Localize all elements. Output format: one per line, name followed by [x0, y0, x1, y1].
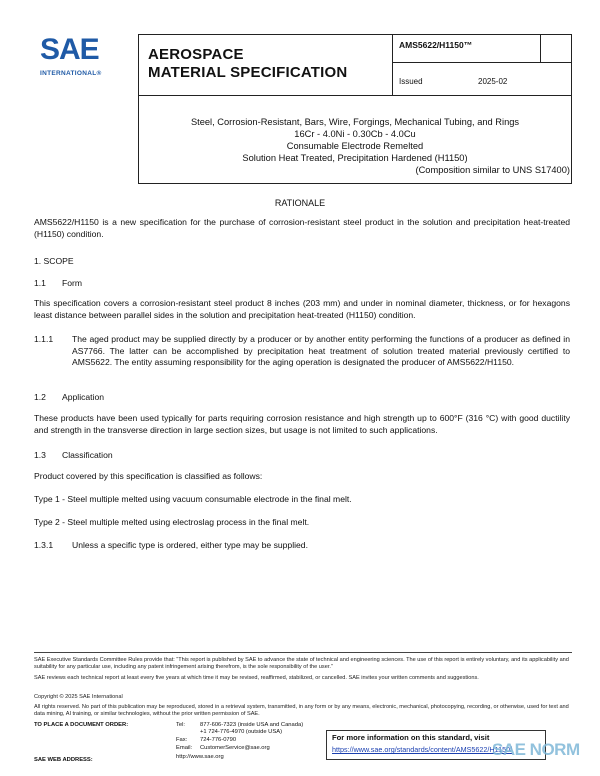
watermark: SAE NORM [492, 740, 580, 759]
paragraph: Product covered by this specification is classified as follows: [34, 471, 263, 481]
paragraph: This specification covers a corrosion-resistant steel product 8 inches (203 mm) and under in nominal diameter, thickness, or for hexagons least distance between parallel sides in the solution and precipitation heat-treated (H1150) condition. [34, 298, 570, 320]
rationale-text: AMS5622/H1150 is a new specification for the purchase of corrosion-resistant steel product in the solution and precipitation heat-treated (H1150) condition. [34, 217, 570, 239]
sae-logo: SAE [40, 33, 99, 66]
issued-date: 2025-02 [478, 77, 508, 86]
section-number: 1.1 [34, 278, 46, 288]
paragraph: Type 1 - Steel multiple melted using vacuum consumable electrode in the final melt. [34, 494, 352, 504]
footer-rights-text: All rights reserved. No part of this publication may be reproduced, stored in a retrieval system, transmitted, in any form or by any means, electronic, mechanical, photocopying, recording, or otherwise, used for text and data mining, AI training, or similar technologies, without the prior written permission of SAE. [34, 704, 569, 717]
footer-copyright: Copyright © 2025 SAE International [34, 694, 123, 700]
tel-label: Tel: [176, 722, 186, 728]
section-heading: 1. SCOPE [34, 256, 74, 266]
tel-number: +1 724-776-4970 (outside USA) [200, 729, 283, 735]
section-number: 1.3.1 [34, 540, 54, 550]
section-number: 1.3 [34, 450, 46, 460]
title-line: Consumable Electrode Remelted [286, 141, 424, 151]
header-divider [540, 34, 541, 62]
rationale-heading: RATIONALE [274, 198, 326, 208]
web-address-link[interactable]: http://www.sae.org [176, 754, 224, 760]
section-number: 1.1.1 [34, 334, 54, 344]
fax-number: 724-776-0790 [200, 737, 237, 743]
title-line: Solution Heat Treated, Precipitation Hardened (H1150) [242, 153, 468, 163]
fax-label: Fax: [176, 737, 188, 743]
footer-review-text: SAE reviews each technical report at least every five years at which time it may be revised, reaffirmed, stabilized, or cancelled. SAE invites your written comments and suggestions. [34, 675, 479, 681]
standard-link[interactable]: https://www.sae.org/standards/content/AMS5622/H1150/ [332, 745, 513, 754]
section-title: Application [62, 392, 105, 402]
title-line: (Composition similar to UNS S17400) [415, 165, 570, 175]
header-divider [392, 62, 572, 63]
paragraph: Unless a specific type is ordered, either type may be supplied. [72, 540, 308, 550]
order-label: TO PLACE A DOCUMENT ORDER: [34, 722, 129, 728]
section-title: Classification [62, 450, 113, 460]
document-number: AMS5622/H1150™ [399, 40, 473, 50]
title-line-2: MATERIAL SPECIFICATION [148, 64, 348, 81]
paragraph: The aged product may be supplied directly by a producer or by another entity performing the functions of a producer as defined in AS7766. The latter can be accomplished by precipitation heat treatment of solution treated material previously certified to AMS5622. The entity assuming responsibility for the aging operation is designated the producer of AMS5622/H1150. [72, 334, 570, 367]
footer-rule [34, 652, 572, 653]
title-line-1: AEROSPACE [148, 46, 244, 63]
issued-label: Issued [399, 77, 423, 86]
document-type-title [148, 46, 347, 82]
tel-number: 877-606-7323 (inside USA and Canada) [200, 722, 304, 728]
web-label: SAE WEB ADDRESS: [34, 757, 93, 763]
header-divider [392, 34, 393, 96]
title-line: 16Cr - 4.0Ni - 0.30Cb - 4.0Cu [294, 129, 416, 139]
footer-rules-text: SAE Executive Standards Committee Rules provide that: “This report is published by SAE to advance the state of technical and engineering sciences. The use of this report is entirely voluntary, and its applicability and suitability for any particular use, including any patent infringement arising therefrom, is the sole responsibility of the user.” [34, 657, 569, 670]
paragraph: Type 2 - Steel multiple melted using electroslag process in the final melt. [34, 517, 310, 527]
section-title: Form [62, 278, 83, 288]
more-info-text: For more information on this standard, visit [332, 733, 490, 742]
email-link[interactable]: CustomerService@sae.org [200, 745, 270, 751]
sae-logo-subtitle: INTERNATIONAL® [40, 70, 102, 77]
section-number: 1.2 [34, 392, 46, 402]
title-line: Steel, Corrosion-Resistant, Bars, Wire, Forgings, Mechanical Tubing, and Rings [190, 117, 520, 127]
paragraph: These products have been used typically for parts requiring corrosion resistance and high strength up to 600°F (316 °C) with good ductility and strength in the transverse direction in large section sizes, but usage is not limited to such applications. [34, 413, 570, 435]
email-label: Email: [176, 745, 193, 751]
